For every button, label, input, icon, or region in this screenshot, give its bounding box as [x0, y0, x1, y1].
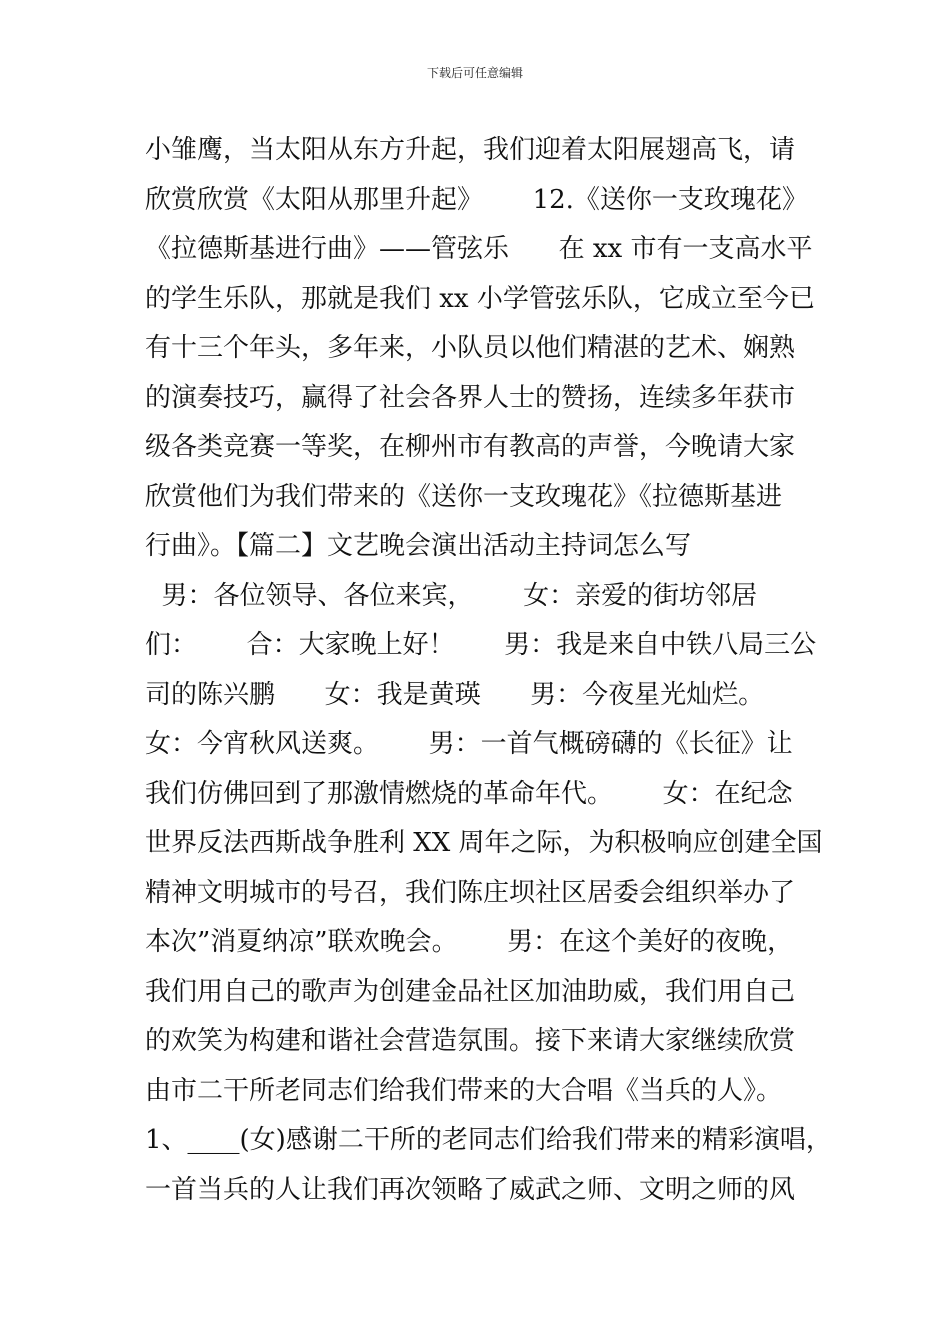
text-line: 小雏鹰，当太阳从东方升起，我们迎着太阳展翅高飞，请 — [145, 135, 796, 165]
text-line: 的学生乐队，那就是我们 xx 小学管弦乐队，它成立至今已 — [145, 283, 815, 314]
text-line: 男：各位领导、各位来宾， 女：亲爱的街坊邻居 — [145, 580, 758, 611]
text-line: 级各类竞赛一等奖，在柳州市有教高的声誉，今晚请大家 — [145, 432, 796, 462]
text-line: 们： 合：大家晚上好！ 男：我是来自中铁八局三公 — [145, 630, 817, 660]
text-line: 司的陈兴鹏 女：我是黄瑛 男：今夜星光灿烂。 — [145, 679, 765, 710]
document-body — [145, 126, 835, 1215]
text-line: 精神文明城市的号召，我们陈庄坝社区居委会组织举办了 — [145, 877, 796, 908]
text-line: 我们仿佛回到了那激情燃烧的革命年代。 女：在纪念 — [145, 778, 793, 809]
text-line: 我们用自己的歌声为创建金品社区加油助威，我们用自己 — [145, 976, 796, 1007]
text-line: 世界反法西斯战争胜利 XX 周年之际，为积极响应创建全国 — [145, 828, 823, 858]
text-line: 本次”消夏纳凉”联欢晚会。 男：在这个美好的夜晚， — [145, 927, 794, 957]
text-line: 《拉德斯基进行曲》——管弦乐 在 xx 市有一支高水平 — [145, 234, 813, 264]
text-line: 女：今宵秋风送爽。 男：一首气概磅礴的《长征》让 — [145, 729, 793, 759]
text-line: 欣赏欣赏《太阳从那里升起》 12.《送你一支玫瑰花》 — [145, 184, 808, 215]
page-header: 下载后可任意编辑 — [426, 66, 523, 80]
text-line: 1、____(女)感谢二干所的老同志们给我们带来的精彩演唱， — [145, 1125, 832, 1155]
text-line: 一首当兵的人让我们再次领略了威武之师、文明之师的风 — [145, 1174, 796, 1205]
text-line: 欣赏他们为我们带来的《送你一支玫瑰花》《拉德斯基进 — [145, 481, 783, 512]
text-line: 的演奏技巧，赢得了社会各界人士的赞扬，连续多年获市 — [145, 382, 796, 413]
text-line: 有十三个年头，多年来，小队员以他们精湛的艺术、娴熟 — [145, 333, 796, 363]
text-line: 行曲》。【篇二】文艺晚会演出活动主持词怎么写 — [145, 531, 692, 561]
text-line: 由市二干所老同志们给我们带来的大合唱《当兵的人》。 — [145, 1075, 783, 1106]
text-line: 的欢笑为构建和谐社会营造氛围。接下来请大家继续欣赏 — [145, 1026, 796, 1056]
